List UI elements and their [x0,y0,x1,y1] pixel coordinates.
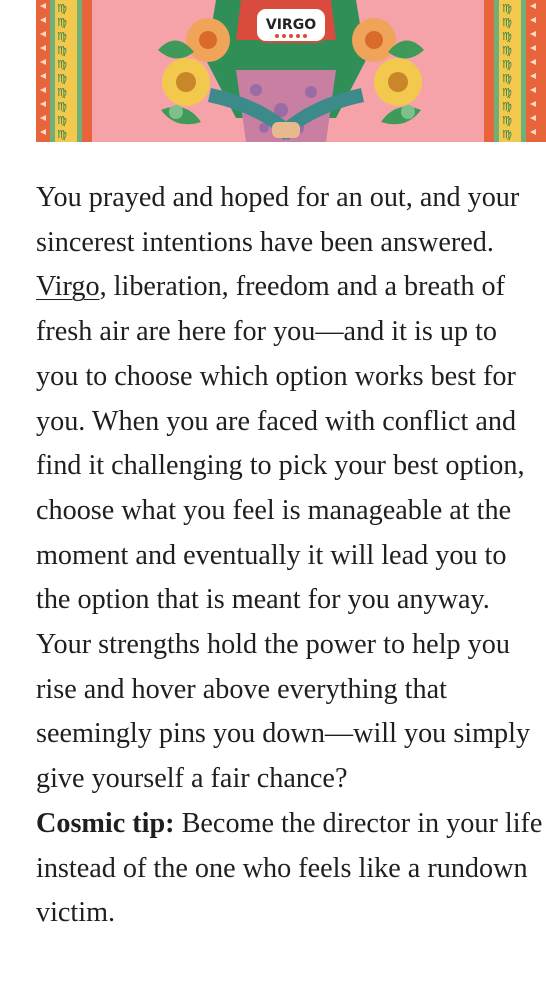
svg-text:♍: ♍ [57,100,67,113]
svg-text:♍: ♍ [502,30,512,43]
cosmic-tip-paragraph [36,802,546,936]
virgo-illustration-art [36,0,546,142]
paragraph-line: find it challenging to pick your best option, [36,450,525,482]
svg-text:♍: ♍ [502,2,512,15]
svg-text:♍: ♍ [57,114,67,127]
paragraph-line: sincerest intentions have been answered. [36,226,494,258]
svg-text:♍: ♍ [502,72,512,85]
paragraph-line: rise and hover above everything that [36,673,447,705]
paragraph-line: you. When you are faced with conflict and [36,405,517,437]
svg-text:♍: ♍ [502,58,512,71]
svg-text:♍: ♍ [57,128,67,141]
horoscope-article [36,176,546,936]
svg-text:♍: ♍ [57,16,67,29]
svg-text:♍: ♍ [57,72,67,85]
paragraph-line: fresh air are here for you—and it is up to [36,316,498,348]
svg-text:♍: ♍ [502,44,512,57]
svg-text:♍: ♍ [502,100,512,113]
svg-text:♍: ♍ [502,114,512,127]
paragraph-line: you to choose which option works best for [36,360,516,392]
paragraph-line: instead of the one who feels like a rundown [36,852,528,884]
paragraph-line [36,265,546,310]
paragraph-line: moment and eventually it will lead you to [36,539,507,571]
cosmic-tip-text: Become the director in your life [174,807,543,839]
virgo-badge-text: VIRGO [265,17,317,33]
paragraph-line: the option that is meant for you anyway. [36,584,490,616]
paragraph-line: Your strengths hold the power to help you [36,629,510,661]
svg-text:♍: ♍ [57,30,67,43]
svg-text:♍: ♍ [57,58,67,71]
paragraph-line: choose what you feel is manageable at the [36,494,512,526]
paragraph-line: seemingly pins you down—will you simply [36,718,531,750]
paragraph-line: You prayed and hoped for an out, and your [36,182,520,213]
svg-text:♍: ♍ [502,16,512,29]
svg-text:♍: ♍ [57,2,67,15]
paragraph-line: give yourself a fair chance? [36,763,348,795]
svg-text:♍: ♍ [57,86,67,99]
horoscope-illustration [36,0,546,142]
horoscope-paragraph [36,176,546,802]
cosmic-tip-label: Cosmic tip: [36,807,175,839]
svg-text:♍: ♍ [57,44,67,57]
paragraph-line: victim. [36,897,116,929]
paragraph-line-text: , liberation, freedom and a breath of [99,271,505,303]
paragraph-line [36,802,546,847]
virgo-sign-link[interactable]: Virgo [36,271,100,303]
svg-text:♍: ♍ [502,86,512,99]
svg-text:♍: ♍ [502,128,512,141]
